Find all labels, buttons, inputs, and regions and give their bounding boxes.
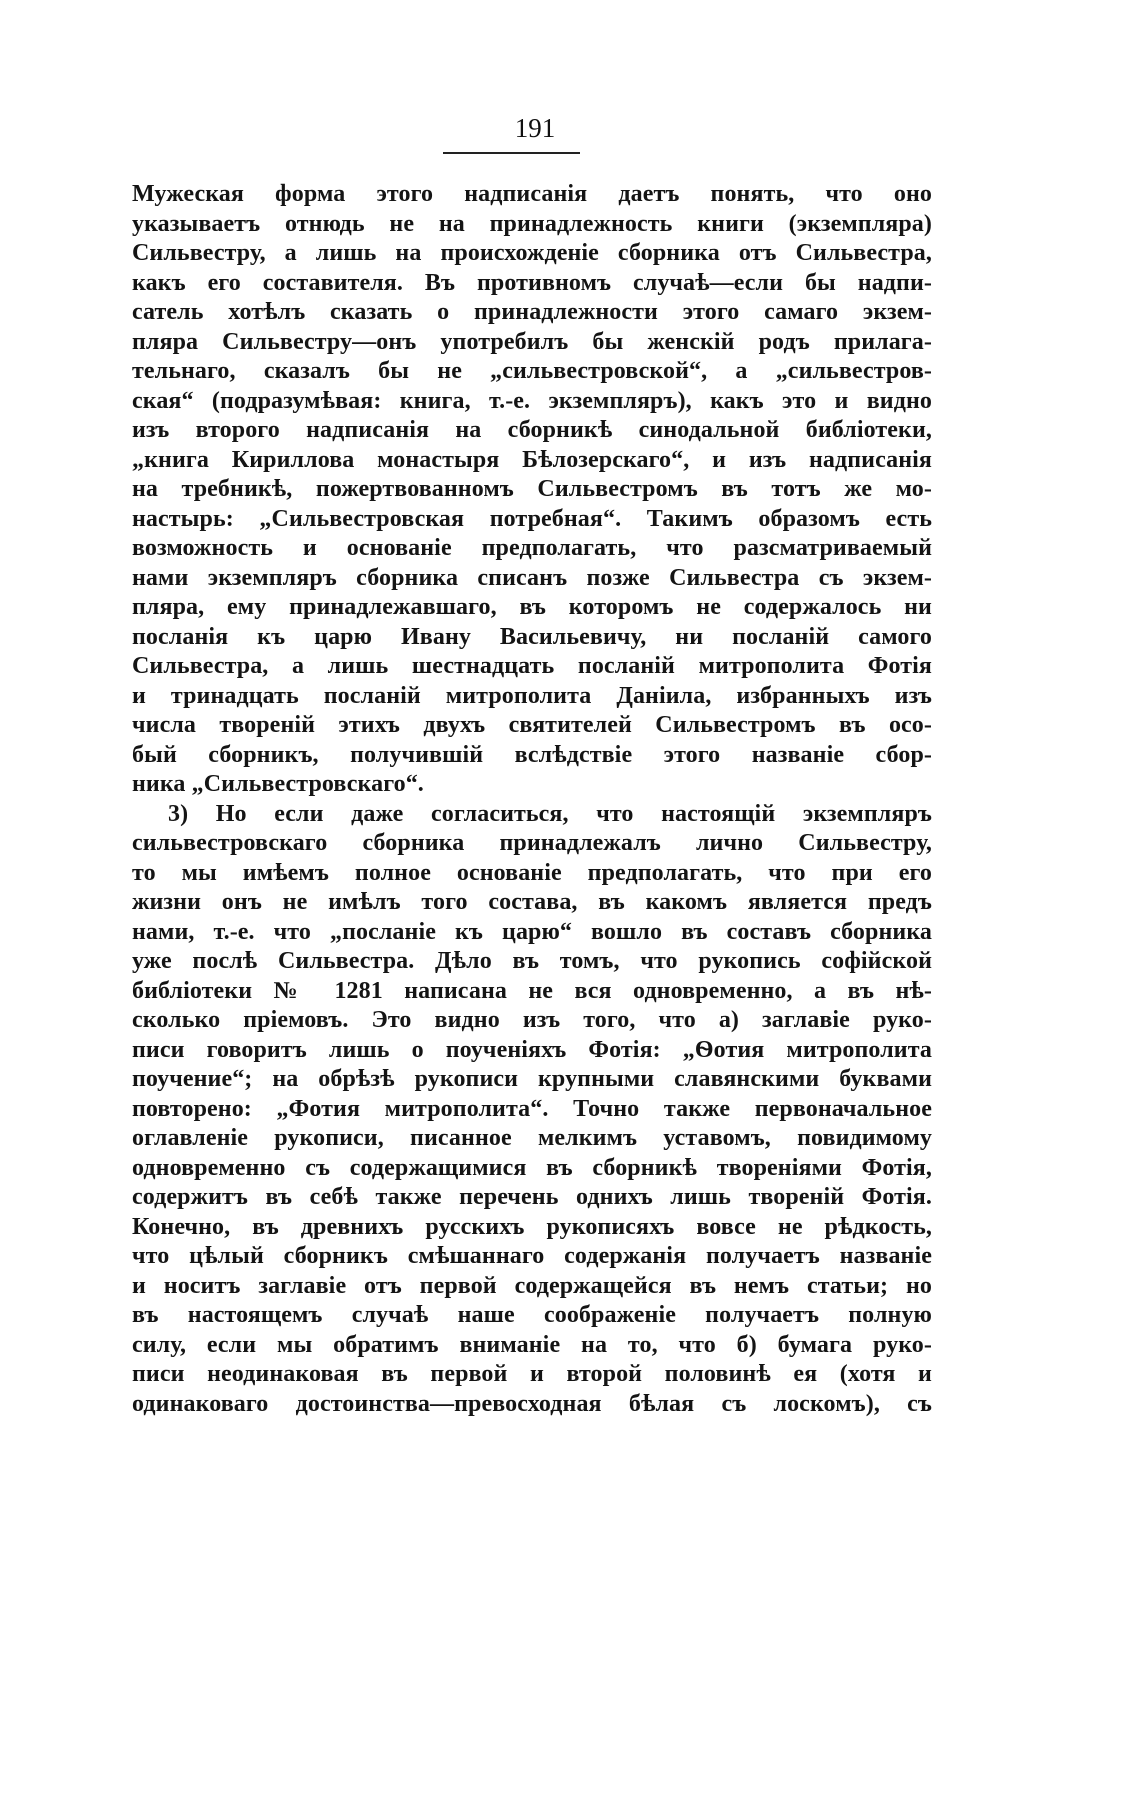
text-line: писи неодинаковая въ первой и второй половинѣ ея (хотя и: [132, 1361, 932, 1387]
text-line: настырь: „Сильвестровская потребная“. Такимъ образомъ есть: [132, 505, 932, 532]
text-line: оглавленіе рукописи, писанное мелкимъ уставомъ, повидимому: [132, 1125, 932, 1151]
text-line: какъ его составителя. Въ противномъ случаѣ—если бы надпи-: [132, 269, 932, 296]
text-line: посланія къ царю Ивану Васильевичу, ни посланій самого: [132, 623, 932, 650]
text-line: Сильвестра, а лишь шестнадцать посланій митрополита Фотія: [132, 653, 932, 679]
text-line: силу, если мы обратимъ вниманіе на то, что б) бумага руко-: [132, 1331, 932, 1358]
page-number: 191: [514, 113, 556, 143]
text-line: писи говоритъ лишь о поученіяхъ Фотія: „Ѳотия митрополита: [132, 1036, 932, 1063]
text-line: указываетъ отнюдь не на принадлежность книги (экземпляра): [132, 210, 932, 237]
text-line: содержитъ въ себѣ также перечень однихъ лишь твореній Фотія.: [132, 1184, 932, 1210]
text-line: Конечно, въ древнихъ русскихъ рукописяхъ вовсе не рѣдкость,: [132, 1213, 932, 1240]
text-line: бый сборникъ, получившій вслѣдствіе этого названіе сбор-: [132, 741, 932, 768]
text-line: то мы имѣемъ полное основаніе предполагать, что при его: [132, 859, 932, 886]
text-line: ская“ (подразумѣвая: книга, т.-е. экземпляръ), какъ это и видно: [132, 387, 932, 414]
text-line: одинаковаго достоинства—превосходная бѣлая съ лоскомъ), съ: [132, 1390, 932, 1417]
text-line: числа твореній этихъ двухъ святителей Сильвестромъ въ осо-: [132, 712, 932, 738]
text-line: и тринадцать посланій митрополита Даніила, избранныхъ изъ: [132, 682, 932, 709]
text-line: пляра Сильвестру—онъ употребилъ бы женскій родъ прилага-: [132, 328, 932, 355]
text-line: уже послѣ Сильвестра. Дѣло въ томъ, что рукопись софійской: [132, 948, 932, 974]
text-line: Сильвестру, а лишь на происхожденіе сборника отъ Сильвестра,: [132, 240, 932, 266]
text-line: что цѣлый сборникъ смѣшаннаго содержанія получаетъ названіе: [132, 1243, 932, 1269]
text-line: нами, т.-е. что „посланіе къ царю“ вошло въ составъ сборника: [132, 918, 932, 945]
text-line: нами экземпляръ сборника списанъ позже Сильвестра съ экзем-: [132, 564, 932, 591]
page-number-rule: [443, 152, 580, 154]
text-line: въ настоящемъ случаѣ наше соображеніе получаетъ полную: [132, 1302, 932, 1328]
text-line: повторено: „Фотия митрополита“. Точно также первоначальное: [132, 1095, 932, 1122]
text-line: пляра, ему принадлежавшаго, въ которомъ не содержалось ни: [132, 594, 932, 620]
text-line: сатель хотѣлъ сказать о принадлежности этого самаго экзем-: [132, 299, 932, 325]
text-line: „книга Кириллова монастыря Бѣлозерскаго“, и изъ надписанія: [132, 446, 932, 473]
body-text: [132, 180, 932, 1419]
text-line: изъ второго надписанія на сборникѣ синодальной библіотеки,: [132, 417, 932, 443]
text-line: жизни онъ не имѣлъ того состава, въ какомъ является предъ: [132, 889, 932, 915]
text-line: и носитъ заглавіе отъ первой содержащейся въ немъ статьи; но: [132, 1272, 932, 1299]
text-line: сильвестровскаго сборника принадлежалъ лично Сильвестру,: [132, 830, 932, 856]
text-line: на требникѣ, пожертвованномъ Сильвестромъ въ тотъ же мо-: [132, 476, 932, 502]
text-line: сколько пріемовъ. Это видно изъ того, что а) заглавіе руко-: [132, 1007, 932, 1033]
text-line: поучение“; на обрѣзѣ рукописи крупными славянскими буквами: [132, 1066, 932, 1092]
text-line: ника „Сильвестровскаго“.: [132, 771, 424, 797]
text-line: тельнаго, сказалъ бы не „сильвестровской“, а „сильвестров-: [132, 358, 932, 384]
text-line: библіотеки № 1281 написана не вся одновременно, а въ нѣ-: [132, 977, 932, 1004]
text-line: одновременно съ содержащимися въ сборникѣ твореніями Фотія,: [132, 1154, 932, 1181]
text-line: 3) Но если даже согласиться, что настоящій экземпляръ: [168, 800, 932, 827]
text-line: возможность и основаніе предполагать, что разсматриваемый: [132, 535, 932, 561]
text-line: Мужеская форма этого надписанія даетъ понять, что оно: [132, 181, 932, 207]
